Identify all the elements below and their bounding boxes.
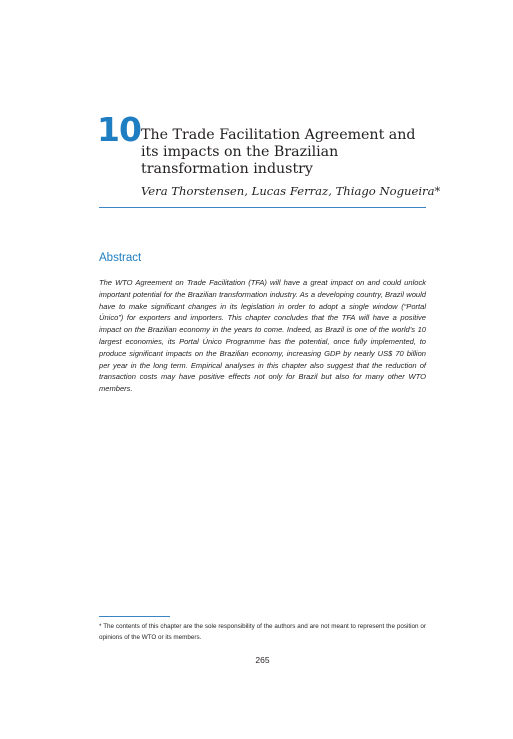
footnote-divider [99, 616, 170, 617]
chapter-authors: Vera Thorstensen, Lucas Ferraz, Thiago Nogueira* [141, 184, 441, 198]
abstract-body: The WTO Agreement on Trade Facilitation (TFA) will have a great impact on and could unlock important potential for the Brazilian transformation industry. As a developing country, Brazil would have to make significant changes in its legislation in order to adopt a single window (“Portal Único”) for exporters and importers. This chapter concludes that the TFA will have a positive impact on the Brazilian economy in the years to come. Indeed, as Brazil is one of the world’s 10 largest economies, its Portal Único Programme has the potential, once fully implemented, to produce significant impacts on the Brazilian economy, increasing GDP by nearly US$ 70 billion per year in the long term. Empirical analyses in this chapter also suggest that the reduction of transaction costs may have positive effects not only for Brazil but also for many other WTO members. [99, 278, 426, 394]
footnote: * The contents of this chapter are the sole responsibility of the authors and are not meant to represent the position or opinions of the WTO or its members. [99, 623, 426, 641]
title-divider [99, 207, 426, 208]
chapter-title: The Trade Facilitation Agreement and its impacts on the Brazilian transformation industry [141, 127, 416, 177]
page-number: 265 [255, 655, 270, 665]
abstract-heading: Abstract [99, 252, 142, 264]
chapter-number: 10 [97, 110, 141, 149]
